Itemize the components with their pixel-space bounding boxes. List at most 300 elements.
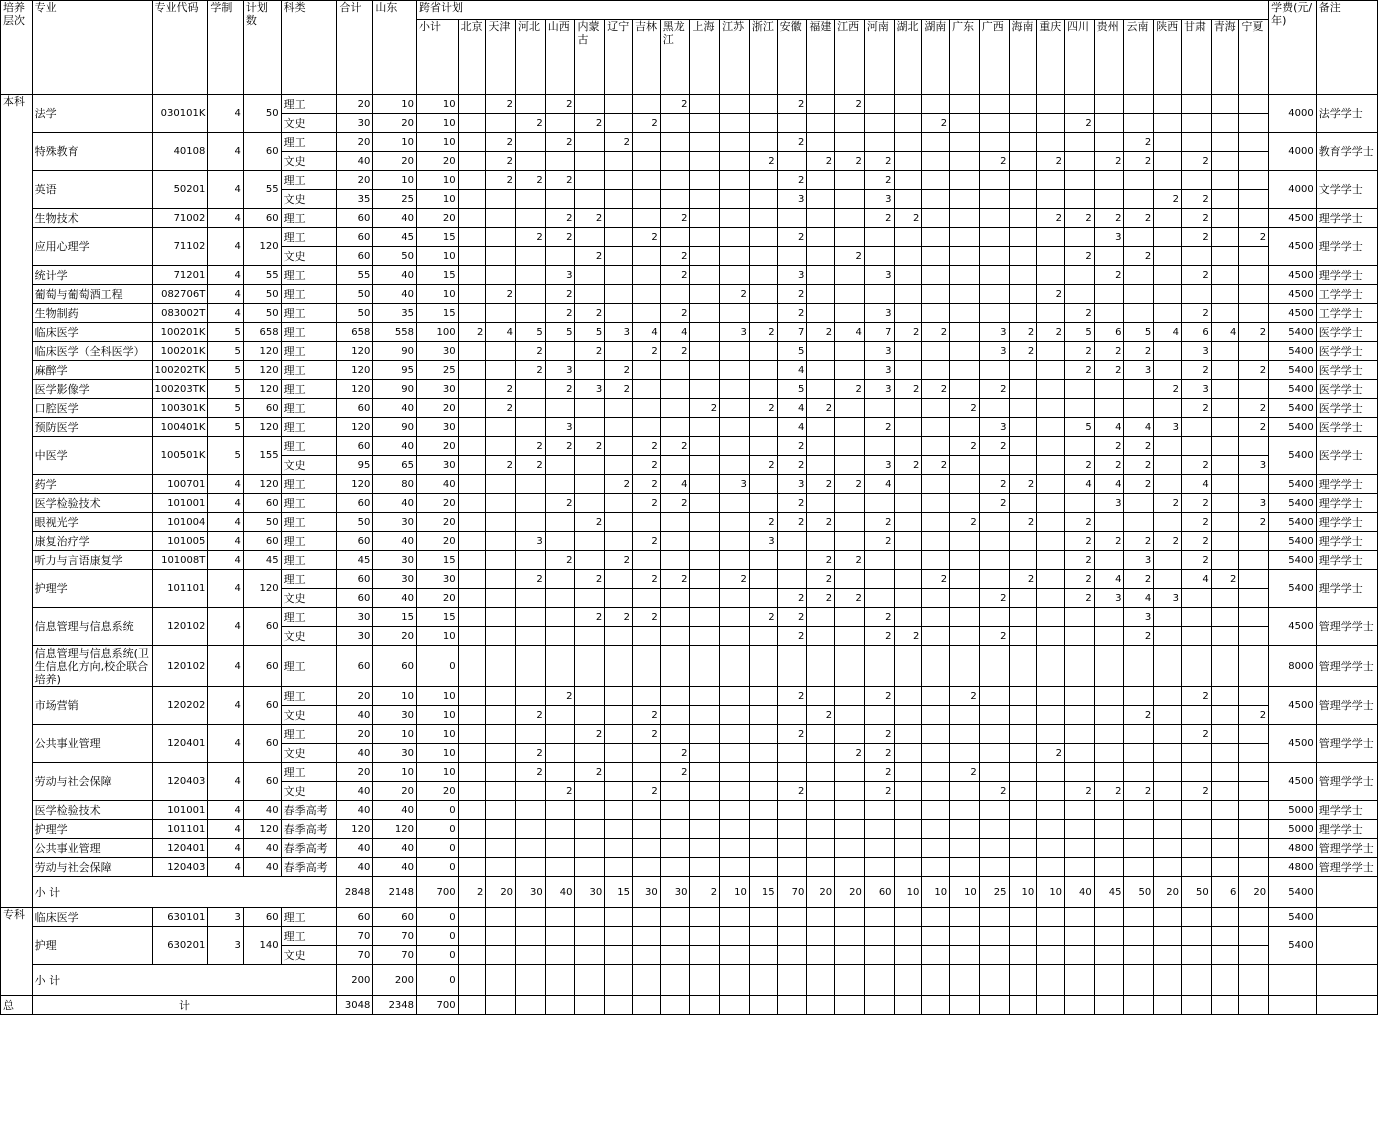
plan-cell: 45 bbox=[243, 551, 281, 570]
province-count-cell bbox=[1211, 437, 1239, 456]
province-header: 福建 bbox=[807, 20, 835, 95]
province-count-cell bbox=[632, 646, 660, 687]
province-count-cell bbox=[807, 228, 835, 247]
province-count-cell: 3 bbox=[749, 532, 777, 551]
province-count-cell: 2 bbox=[660, 247, 690, 266]
province-count-cell bbox=[1124, 839, 1154, 858]
province-count-cell: 2 bbox=[1181, 152, 1211, 171]
province-count-cell bbox=[950, 608, 980, 627]
province-count-cell bbox=[720, 456, 750, 475]
province-count-cell: 3 bbox=[864, 266, 894, 285]
province-count-cell bbox=[1124, 190, 1154, 209]
province-count-cell bbox=[777, 927, 807, 946]
province-count-cell bbox=[486, 820, 516, 839]
province-count-cell: 25 bbox=[979, 877, 1009, 908]
province-count-cell bbox=[1065, 706, 1095, 725]
plan-cell: 60 bbox=[243, 763, 281, 801]
province-count-cell: 20 bbox=[417, 494, 459, 513]
province-count-cell bbox=[979, 687, 1009, 706]
province-count-cell bbox=[979, 209, 1009, 228]
province-count-cell bbox=[1211, 209, 1239, 228]
province-count-cell: 2 bbox=[922, 380, 950, 399]
subject-cell: 理工 bbox=[281, 475, 337, 494]
province-count-cell bbox=[894, 706, 922, 725]
province-count-cell bbox=[950, 551, 980, 570]
province-count-cell bbox=[749, 763, 777, 782]
major-name-cell: 公共事业管理 bbox=[32, 839, 152, 858]
fee-cell: 4500 bbox=[1269, 725, 1317, 763]
province-count-cell bbox=[922, 475, 950, 494]
province-count-cell bbox=[1211, 114, 1239, 133]
province-count-cell bbox=[1009, 725, 1037, 744]
province-count-cell: 2 bbox=[864, 782, 894, 801]
province-count-cell bbox=[922, 646, 950, 687]
province-count-cell bbox=[777, 247, 807, 266]
province-count-cell: 2 bbox=[749, 513, 777, 532]
total-cell: 2848 bbox=[337, 877, 373, 908]
province-count-cell bbox=[1094, 646, 1124, 687]
years-cell: 5 bbox=[208, 399, 244, 418]
province-count-cell bbox=[894, 782, 922, 801]
fee-cell: 5400 bbox=[1269, 380, 1317, 399]
province-count-cell: 2 bbox=[575, 342, 605, 361]
province-count-cell bbox=[458, 532, 486, 551]
province-count-cell: 2 bbox=[1094, 361, 1124, 380]
province-count-cell bbox=[1181, 965, 1211, 996]
province-count-cell bbox=[516, 927, 546, 946]
province-count-cell bbox=[1181, 95, 1211, 114]
province-count-cell bbox=[1094, 608, 1124, 627]
province-count-cell: 2 bbox=[1154, 190, 1182, 209]
province-count-cell: 2 bbox=[458, 323, 486, 342]
province-count-cell bbox=[720, 608, 750, 627]
province-count-cell bbox=[486, 266, 516, 285]
province-count-cell bbox=[458, 361, 486, 380]
province-count-cell bbox=[777, 801, 807, 820]
province-count-cell bbox=[922, 965, 950, 996]
note-cell bbox=[1316, 877, 1377, 908]
province-count-cell: 4 bbox=[777, 361, 807, 380]
province-count-cell bbox=[979, 744, 1009, 763]
major-name-cell: 医学影像学 bbox=[32, 380, 152, 399]
province-count-cell bbox=[749, 228, 777, 247]
province-count-cell: 10 bbox=[417, 171, 459, 190]
province-count-cell bbox=[1094, 839, 1124, 858]
province-count-cell: 2 bbox=[1094, 266, 1124, 285]
subject-cell: 理工 bbox=[281, 342, 337, 361]
province-count-cell bbox=[516, 95, 546, 114]
province-count-cell bbox=[777, 839, 807, 858]
total-cell: 40 bbox=[337, 839, 373, 858]
province-count-cell: 3 bbox=[864, 190, 894, 209]
province-count-cell bbox=[1009, 209, 1037, 228]
province-count-cell: 2 bbox=[1239, 361, 1269, 380]
province-count-cell bbox=[1037, 589, 1065, 608]
province-count-cell bbox=[458, 965, 486, 996]
major-name-cell: 预防医学 bbox=[32, 418, 152, 437]
province-count-cell bbox=[1065, 801, 1095, 820]
province-count-cell: 2 bbox=[807, 475, 835, 494]
province-count-cell: 10 bbox=[922, 877, 950, 908]
province-count-cell bbox=[575, 475, 605, 494]
province-count-cell bbox=[922, 908, 950, 927]
province-count-cell bbox=[950, 152, 980, 171]
major-name-cell: 听力与言语康复学 bbox=[32, 551, 152, 570]
province-count-cell bbox=[720, 209, 750, 228]
major-code-cell: 083002T bbox=[152, 304, 208, 323]
province-count-cell bbox=[777, 532, 807, 551]
subject-cell: 理工 bbox=[281, 513, 337, 532]
province-count-cell: 3 bbox=[1094, 494, 1124, 513]
province-count-cell bbox=[605, 304, 633, 323]
subtotal-row bbox=[1, 877, 1378, 908]
province-count-cell bbox=[864, 437, 894, 456]
province-count-cell: 2 bbox=[660, 570, 690, 589]
province-count-cell bbox=[486, 782, 516, 801]
subject-cell: 理工 bbox=[281, 608, 337, 627]
province-count-cell bbox=[749, 114, 777, 133]
province-count-cell bbox=[690, 209, 720, 228]
province-count-cell bbox=[1154, 342, 1182, 361]
shandong-cell: 40 bbox=[373, 858, 417, 877]
shandong-cell: 2148 bbox=[373, 877, 417, 908]
province-count-cell bbox=[516, 820, 546, 839]
province-count-cell bbox=[749, 209, 777, 228]
province-count-cell bbox=[864, 801, 894, 820]
province-count-cell bbox=[690, 266, 720, 285]
province-count-cell: 2 bbox=[660, 494, 690, 513]
province-count-cell: 2 bbox=[950, 437, 980, 456]
province-count-cell: 2 bbox=[545, 437, 575, 456]
fee-cell: 4500 bbox=[1269, 304, 1317, 323]
province-count-cell bbox=[1181, 858, 1211, 877]
province-count-cell bbox=[894, 361, 922, 380]
province-count-cell: 3 bbox=[864, 361, 894, 380]
province-count-cell bbox=[486, 551, 516, 570]
total-cell: 50 bbox=[337, 285, 373, 304]
subject-cell: 理工 bbox=[281, 551, 337, 570]
province-count-cell bbox=[835, 114, 865, 133]
province-count-cell bbox=[1124, 380, 1154, 399]
province-count-cell bbox=[486, 908, 516, 927]
province-count-cell bbox=[486, 725, 516, 744]
province-count-cell bbox=[458, 494, 486, 513]
total-cell: 60 bbox=[337, 209, 373, 228]
province-count-cell bbox=[749, 361, 777, 380]
province-count-cell bbox=[575, 418, 605, 437]
province-count-cell: 2 bbox=[575, 763, 605, 782]
province-count-cell bbox=[516, 687, 546, 706]
province-count-cell bbox=[1181, 627, 1211, 646]
province-count-cell bbox=[1211, 627, 1239, 646]
province-count-cell bbox=[1065, 190, 1095, 209]
province-count-cell bbox=[1009, 820, 1037, 839]
province-count-cell bbox=[979, 763, 1009, 782]
province-count-cell: 2 bbox=[632, 782, 660, 801]
province-count-cell bbox=[864, 570, 894, 589]
province-count-cell bbox=[1239, 820, 1269, 839]
province-count-cell bbox=[690, 608, 720, 627]
shandong-cell: 35 bbox=[373, 304, 417, 323]
province-count-cell: 2 bbox=[1065, 209, 1095, 228]
province-count-cell bbox=[835, 996, 865, 1015]
major-code-cell: 71002 bbox=[152, 209, 208, 228]
province-count-cell bbox=[1211, 965, 1239, 996]
province-count-cell bbox=[458, 209, 486, 228]
years-cell: 4 bbox=[208, 801, 244, 820]
province-count-cell bbox=[486, 247, 516, 266]
province-count-cell bbox=[690, 532, 720, 551]
province-count-cell bbox=[690, 996, 720, 1015]
province-count-cell: 2 bbox=[545, 285, 575, 304]
shandong-cell: 20 bbox=[373, 782, 417, 801]
province-count-cell bbox=[922, 946, 950, 965]
province-count-cell bbox=[720, 152, 750, 171]
province-count-cell: 2 bbox=[1037, 152, 1065, 171]
major-name-cell: 口腔医学 bbox=[32, 399, 152, 418]
province-count-cell bbox=[516, 646, 546, 687]
province-count-cell bbox=[864, 820, 894, 839]
province-count-cell bbox=[1211, 418, 1239, 437]
province-count-cell bbox=[1154, 687, 1182, 706]
province-count-cell: 2 bbox=[1124, 532, 1154, 551]
total-cell: 40 bbox=[337, 858, 373, 877]
province-count-cell bbox=[950, 266, 980, 285]
plan-cell: 120 bbox=[243, 361, 281, 380]
province-count-cell bbox=[835, 285, 865, 304]
province-count-cell bbox=[749, 627, 777, 646]
province-count-cell bbox=[1211, 171, 1239, 190]
province-count-cell bbox=[660, 782, 690, 801]
province-header: 北京 bbox=[458, 20, 486, 95]
province-count-cell bbox=[835, 190, 865, 209]
province-count-cell bbox=[545, 456, 575, 475]
grand-total-label-left: 总 bbox=[1, 996, 33, 1015]
subject-cell: 理工 bbox=[281, 646, 337, 687]
table-row bbox=[1, 551, 1378, 570]
province-count-cell bbox=[575, 532, 605, 551]
province-count-cell bbox=[1154, 171, 1182, 190]
province-count-cell bbox=[749, 418, 777, 437]
province-count-cell bbox=[458, 782, 486, 801]
plan-cell: 55 bbox=[243, 266, 281, 285]
province-count-cell bbox=[575, 399, 605, 418]
province-count-cell bbox=[807, 114, 835, 133]
province-count-cell bbox=[516, 133, 546, 152]
note-cell: 管理学学士 bbox=[1316, 839, 1377, 858]
province-count-cell: 2 bbox=[516, 570, 546, 589]
province-count-cell bbox=[835, 494, 865, 513]
province-count-cell: 2 bbox=[749, 152, 777, 171]
province-count-cell: 2 bbox=[1037, 323, 1065, 342]
province-count-cell: 4 bbox=[1181, 570, 1211, 589]
province-count-cell bbox=[1124, 228, 1154, 247]
province-count-cell bbox=[605, 513, 633, 532]
province-count-cell: 2 bbox=[1181, 209, 1211, 228]
total-cell: 40 bbox=[337, 801, 373, 820]
province-count-cell: 3 bbox=[516, 532, 546, 551]
province-count-cell bbox=[807, 858, 835, 877]
shandong-cell: 50 bbox=[373, 247, 417, 266]
province-count-cell bbox=[690, 513, 720, 532]
province-count-cell: 2 bbox=[1181, 190, 1211, 209]
province-count-cell: 2 bbox=[1065, 342, 1095, 361]
subject-cell: 理工 bbox=[281, 399, 337, 418]
province-count-cell bbox=[950, 858, 980, 877]
province-count-cell: 2 bbox=[922, 323, 950, 342]
major-name-cell: 护理 bbox=[32, 927, 152, 965]
province-count-cell bbox=[458, 744, 486, 763]
province-count-cell bbox=[1124, 927, 1154, 946]
province-count-cell: 2 bbox=[545, 171, 575, 190]
province-count-cell bbox=[1211, 908, 1239, 927]
province-count-cell bbox=[575, 171, 605, 190]
province-count-cell bbox=[1124, 266, 1154, 285]
shandong-cell: 70 bbox=[373, 927, 417, 946]
province-count-cell: 2 bbox=[864, 532, 894, 551]
province-count-cell bbox=[690, 95, 720, 114]
province-count-cell bbox=[922, 996, 950, 1015]
province-count-cell bbox=[516, 996, 546, 1015]
table-row bbox=[1, 304, 1378, 323]
table-row bbox=[1, 342, 1378, 361]
province-count-cell bbox=[458, 190, 486, 209]
province-count-cell bbox=[545, 247, 575, 266]
province-count-cell bbox=[749, 304, 777, 323]
province-count-cell: 2 bbox=[1124, 570, 1154, 589]
subject-cell: 理工 bbox=[281, 380, 337, 399]
province-count-cell: 2 bbox=[1037, 285, 1065, 304]
province-count-cell bbox=[1154, 646, 1182, 687]
province-count-cell bbox=[458, 725, 486, 744]
province-count-cell bbox=[835, 570, 865, 589]
province-count-cell bbox=[979, 285, 1009, 304]
province-count-cell bbox=[1124, 725, 1154, 744]
province-count-cell: 2 bbox=[545, 304, 575, 323]
province-count-cell: 2 bbox=[894, 380, 922, 399]
province-count-cell bbox=[1154, 133, 1182, 152]
province-count-cell bbox=[720, 513, 750, 532]
province-count-cell bbox=[1239, 965, 1269, 996]
province-count-cell bbox=[979, 820, 1009, 839]
shandong-cell: 15 bbox=[373, 608, 417, 627]
province-count-cell: 40 bbox=[545, 877, 575, 908]
shandong-cell: 90 bbox=[373, 418, 417, 437]
total-cell: 30 bbox=[337, 627, 373, 646]
province-count-cell bbox=[894, 646, 922, 687]
fee-cell: 5400 bbox=[1269, 513, 1317, 532]
province-count-cell bbox=[749, 494, 777, 513]
province-count-cell bbox=[690, 965, 720, 996]
province-count-cell bbox=[950, 209, 980, 228]
province-count-cell bbox=[807, 437, 835, 456]
shandong-cell: 40 bbox=[373, 589, 417, 608]
province-count-cell bbox=[922, 532, 950, 551]
province-count-cell: 0 bbox=[417, 908, 459, 927]
province-count-cell bbox=[1009, 361, 1037, 380]
province-count-cell bbox=[720, 996, 750, 1015]
province-count-cell bbox=[950, 380, 980, 399]
province-count-cell bbox=[660, 171, 690, 190]
plan-cell: 50 bbox=[243, 304, 281, 323]
province-count-cell bbox=[660, 820, 690, 839]
province-count-cell: 2 bbox=[979, 494, 1009, 513]
province-count-cell bbox=[1009, 437, 1037, 456]
grand-total-row bbox=[1, 996, 1378, 1015]
province-count-cell: 6 bbox=[1181, 323, 1211, 342]
province-count-cell: 2 bbox=[575, 114, 605, 133]
fee-cell: 8000 bbox=[1269, 646, 1317, 687]
subject-cell: 理工 bbox=[281, 133, 337, 152]
province-count-cell bbox=[807, 95, 835, 114]
province-count-cell bbox=[1094, 285, 1124, 304]
province-count-cell bbox=[749, 908, 777, 927]
province-count-cell bbox=[1065, 171, 1095, 190]
province-count-cell bbox=[950, 532, 980, 551]
province-count-cell: 2 bbox=[1009, 323, 1037, 342]
major-code-cell: 100202TK bbox=[152, 361, 208, 380]
province-count-cell bbox=[950, 744, 980, 763]
province-count-cell bbox=[922, 152, 950, 171]
province-count-cell bbox=[979, 228, 1009, 247]
province-count-cell: 2 bbox=[575, 608, 605, 627]
province-count-cell bbox=[1211, 494, 1239, 513]
province-count-cell: 30 bbox=[417, 342, 459, 361]
major-code-cell: 100201K bbox=[152, 342, 208, 361]
province-count-cell bbox=[979, 266, 1009, 285]
province-count-cell: 10 bbox=[894, 877, 922, 908]
province-count-cell bbox=[1009, 133, 1037, 152]
province-count-cell: 15 bbox=[605, 877, 633, 908]
province-count-cell bbox=[660, 927, 690, 946]
province-count-cell bbox=[690, 342, 720, 361]
total-cell: 40 bbox=[337, 706, 373, 725]
province-count-cell bbox=[864, 965, 894, 996]
province-count-cell: 2 bbox=[979, 782, 1009, 801]
province-count-cell: 2 bbox=[777, 627, 807, 646]
province-count-cell: 2 bbox=[486, 133, 516, 152]
province-count-cell: 2 bbox=[632, 532, 660, 551]
province-count-cell bbox=[1211, 551, 1239, 570]
cross-province-header: 跨省计划 bbox=[417, 1, 1269, 20]
province-count-cell bbox=[545, 706, 575, 725]
province-count-cell bbox=[1009, 114, 1037, 133]
province-count-cell: 2 bbox=[979, 627, 1009, 646]
province-count-cell: 2 bbox=[1124, 475, 1154, 494]
province-count-cell bbox=[660, 965, 690, 996]
province-count-cell bbox=[807, 532, 835, 551]
major-code-cell: 101001 bbox=[152, 801, 208, 820]
province-count-cell bbox=[605, 782, 633, 801]
province-count-cell bbox=[720, 801, 750, 820]
province-count-cell bbox=[1154, 820, 1182, 839]
plan-cell: 40 bbox=[243, 801, 281, 820]
province-count-cell: 2 bbox=[575, 247, 605, 266]
province-count-cell bbox=[545, 763, 575, 782]
province-count-cell bbox=[1181, 927, 1211, 946]
province-count-cell bbox=[605, 946, 633, 965]
province-count-cell: 0 bbox=[417, 858, 459, 877]
subtotal-label: 小 计 bbox=[32, 877, 337, 908]
shandong-cell: 200 bbox=[373, 965, 417, 996]
province-count-cell: 20 bbox=[486, 877, 516, 908]
province-count-cell bbox=[894, 820, 922, 839]
province-count-cell bbox=[1037, 706, 1065, 725]
province-count-cell bbox=[1009, 996, 1037, 1015]
province-count-cell bbox=[1037, 908, 1065, 927]
province-count-cell: 2 bbox=[777, 513, 807, 532]
province-count-cell: 5 bbox=[1065, 323, 1095, 342]
